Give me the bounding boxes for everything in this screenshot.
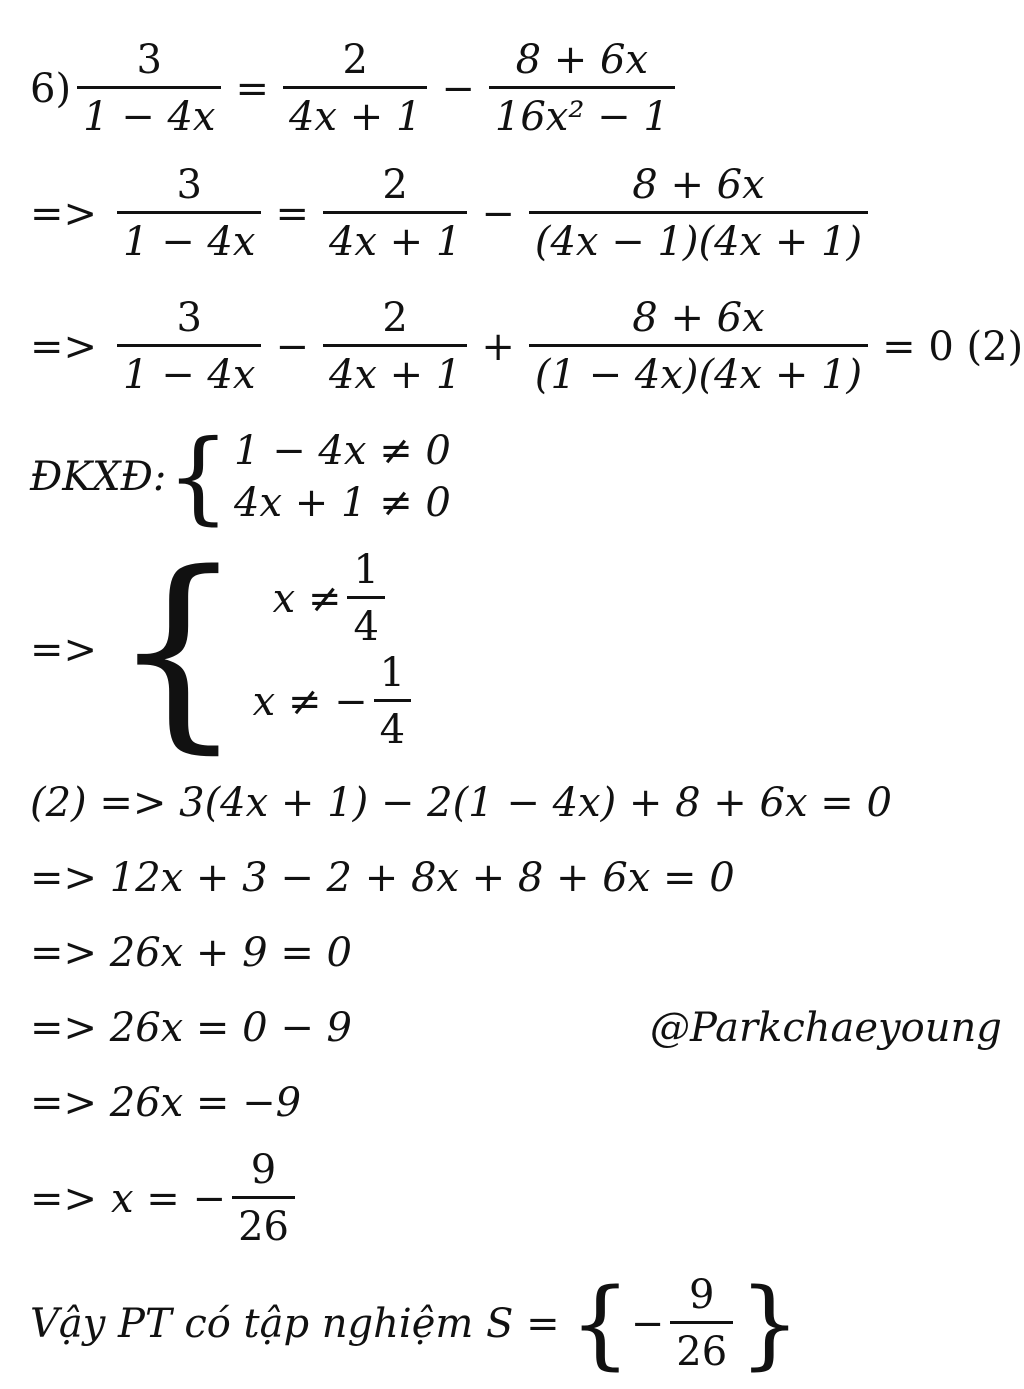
equation-line-1: 6) $\frac{3}{1 - 4x}$ = $\frac{2}{4x + 1}$ − $\frac{8 + 6x}{\text{16x² − 1}}$: [30, 40, 681, 137]
condition-system: x ≠ $\frac{1}{4}$ x ≠ − $\frac{1}{4}$: [253, 550, 417, 750]
equation-line-6: (2) => 3(4x + 1) − 2(1 − 4x) + 8 + 6x = 0: [30, 780, 892, 826]
fraction: $\frac{2}{4x + 1}$: [323, 165, 467, 262]
equation-line-11: => x = − $\frac{9}{26}$: [30, 1150, 301, 1247]
problem-label: 6): [30, 65, 72, 112]
fraction: $\frac{8 + 6x}{\text{16x² − 1}}$: [489, 40, 675, 137]
fraction: $\frac{8 + 6x}{(1 - 4x)(4x + 1)}$: [529, 298, 868, 395]
equation-line-10: => 26x = −9: [30, 1080, 302, 1126]
domain-condition: [30, 418, 451, 535]
fraction: $\frac{3}{1 - 4x}$: [117, 298, 261, 395]
author-watermark: @Parkchaeyoung: [650, 1005, 1002, 1051]
fraction: $\frac{2}{4x + 1}$: [283, 40, 427, 137]
equation-line-9: => 26x = 0 − 9: [30, 1005, 352, 1051]
fraction: $\frac{8 + 6x}{(4x - 1)(4x + 1)}$: [529, 165, 868, 262]
equation-line-3: => $\frac{3}{1 - 4x}$ − $\frac{2}{4x + 1}$ + $\frac{8 + 6x}{(1 - 4x)(4x + 1)}$ = 0 (2): [30, 295, 1024, 398]
condition-system: 1 − 4x ≠ 0 4x + 1 ≠ 0: [234, 428, 451, 526]
fraction: $\frac{2}{4x + 1}$: [323, 298, 467, 395]
equation-line-7: => 12x + 3 − 2 + 8x + 8 + 6x = 0: [30, 855, 735, 901]
fraction: $\frac{3}{1 - 4x}$: [117, 165, 261, 262]
fraction: $\frac{3}{1 - 4x}$: [77, 40, 221, 137]
fraction: $\frac{9}{26}$: [232, 1150, 295, 1247]
left-brace: {: [111, 527, 245, 772]
left-brace: {: [166, 418, 231, 535]
equation-line-8: => 26x + 9 = 0: [30, 930, 352, 976]
fraction: $\frac{9}{26}$: [670, 1275, 733, 1372]
condition-label: ĐKXĐ:: [30, 454, 167, 500]
solution-set: Vậy PT có tập nghiệm S = { − $\frac{9}{26}$ }: [30, 1267, 801, 1380]
condition-result: => { x ≠ $\frac{1}{4}$ x ≠ − $\frac{1}{4}$: [30, 545, 417, 755]
equation-line-2: => $\frac{3}{1 - 4x}$ = $\frac{2}{4x + 1}$ − $\frac{8 + 6x}{(4x - 1)(4x + 1)}$: [30, 165, 874, 262]
